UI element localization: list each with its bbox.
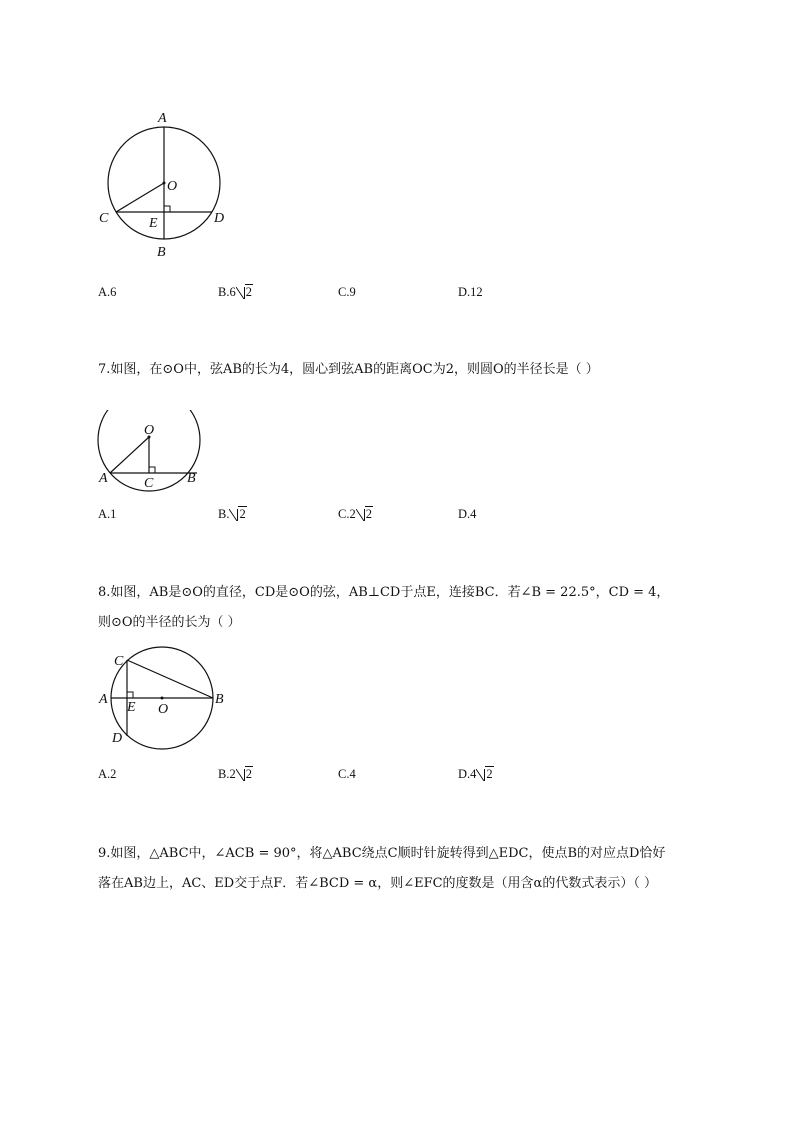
q8-label-C: C — [114, 654, 124, 669]
q6-option-c[interactable]: C.9 — [338, 285, 356, 299]
q7-label-C: C — [144, 476, 154, 491]
q6-option-d[interactable]: D.12 — [458, 285, 483, 299]
q8-option-d[interactable]: D.4 2 — [458, 767, 493, 781]
q8-option-b[interactable]: B.2 2 — [218, 767, 252, 781]
q8-question-line2: 则⊙O的半径的长为（ ） — [98, 615, 241, 630]
q6-label-D: D — [214, 211, 225, 226]
q8-label-B: B — [215, 692, 224, 707]
q7-label-A: A — [99, 471, 108, 486]
q8-figure — [92, 645, 237, 750]
q6-label-B: B — [157, 245, 166, 260]
q9-question-line2: 落在AB边上，AC、ED交于点F．若∠BCD = α，则∠EFC的度数是（用含α的代数式表示）（ ） — [98, 876, 657, 891]
q6-label-E: E — [149, 216, 158, 231]
q6-option-a[interactable]: A.6 — [98, 285, 117, 299]
q6-label-C: C — [99, 211, 109, 226]
q7-option-b[interactable]: B. 2 — [218, 507, 246, 521]
q6-figure — [92, 104, 242, 264]
q7-option-d[interactable]: D.4 — [458, 507, 477, 521]
q8-label-O: O — [158, 702, 169, 717]
q7-question-text: 7.如图，在⊙O中，弦AB的长为4，圆心到弦AB的距离OC为2，则圆O的半径长是（ ） — [98, 362, 599, 377]
q6-label-A: A — [158, 111, 167, 126]
q6-label-O: O — [167, 179, 178, 194]
q7-option-a[interactable]: A.1 — [98, 507, 117, 521]
q8-option-a[interactable]: A.2 — [98, 767, 117, 781]
q8-question-line1: 8.如图，AB是⊙O的直径，CD是⊙O的弦，AB⊥CD于点E，连接BC．若∠B = 22.5°，CD = 4， — [98, 585, 670, 600]
q7-label-B: B — [187, 471, 196, 486]
q8-label-D: D — [112, 731, 123, 746]
q9-question-line1: 9.如图，△ABC中，∠ACB = 90°，将△ABC绕点C顺时针旋转得到△EDC，使点B的对应点D恰好 — [98, 846, 666, 861]
q8-label-E: E — [127, 700, 136, 715]
q6-option-b[interactable]: B.6 2 — [218, 285, 252, 299]
q7-figure — [90, 410, 220, 495]
q8-option-c[interactable]: C.4 — [338, 767, 356, 781]
q7-option-c[interactable]: C.2 2 — [338, 507, 372, 521]
q8-label-A: A — [99, 692, 108, 707]
q7-label-O: O — [144, 423, 155, 438]
